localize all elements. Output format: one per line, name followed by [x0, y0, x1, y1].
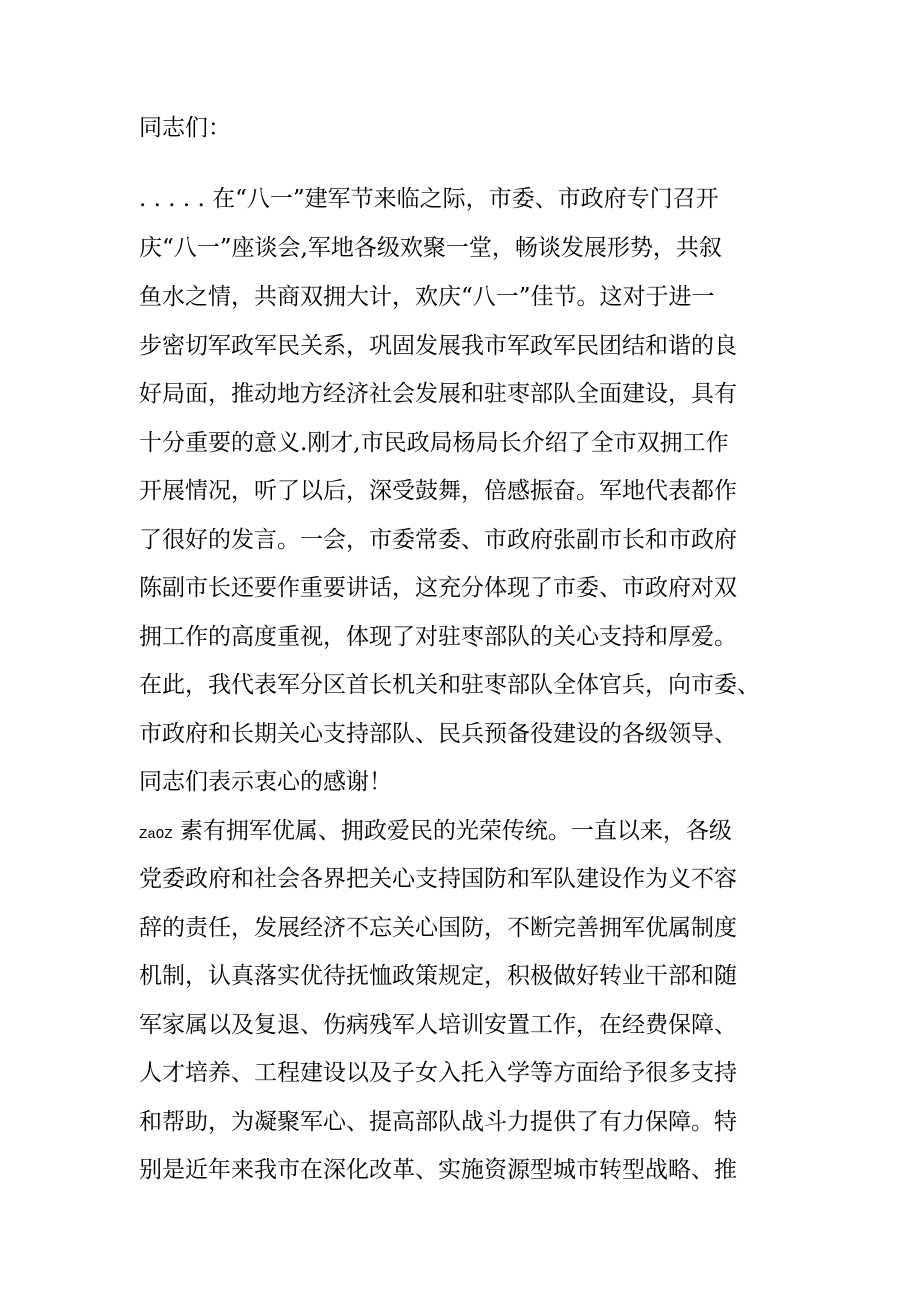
text-line: 在此，我代表军分区首长机关和驻枣部队全体官兵，向市委、: [139, 672, 760, 698]
text-line: 军家属以及复退、伤病残军人培训安置工作，在经费保障、: [139, 1012, 737, 1038]
text-line: 同志们表示衷心的感谢！: [139, 769, 392, 795]
paragraph-2-first-text: 素有拥军优属、拥政爱民的光荣传统。一直以来，各级: [172, 818, 732, 844]
text-line: 党委政府和社会各界把关心支持国防和军队建设作为义不容: [139, 866, 737, 892]
text-line: 鱼水之情，共商双拥大计，欢庆“八一”佳节。这对于进一: [139, 284, 715, 310]
text-line: 和帮助，为凝聚军心、提高部队战斗力提供了有力保障。特: [139, 1109, 737, 1135]
text-line: 机制，认真落实优待抚恤政策规定，积极做好转业干部和随: [139, 963, 737, 989]
place-abbreviation: ZaOZ: [139, 827, 173, 843]
text-line: 开展情况，听了以后，深受鼓舞，倍感振奋。军地代表都作: [139, 478, 737, 504]
text-line: 庆“八一”座谈会,军地各级欢聚一堂，畅谈发展形势，共叙: [139, 235, 722, 261]
text-line: 了很好的发言。一会，市委常委、市政府张副市长和市政府: [139, 527, 737, 553]
text-line: 陈副市长还要作重要讲话，这充分体现了市委、市政府对双: [139, 575, 737, 601]
text-line: 步密切军政军民关系，巩固发展我市军政军民团结和谐的良: [139, 333, 737, 359]
text-line: 十分重要的意义.刚才,市民政局杨局长介绍了全市双拥工作: [139, 430, 729, 456]
text-line: 市政府和长期关心支持部队、民兵预备役建设的各级领导、: [139, 721, 737, 747]
text-line: 人才培养、工程建设以及子女入托入学等方面给予很多支持: [139, 1060, 737, 1086]
text-line: 拥工作的高度重视，体现了对驻枣部队的关心支持和厚爱。: [139, 624, 737, 650]
text-line: 好局面，推动地方经济社会发展和驻枣部队全面建设，具有: [139, 381, 737, 407]
salutation: 同志们：: [139, 115, 231, 141]
text-line: . . . . . 在“八一”建军节来临之际，市委、市政府专门召开: [139, 186, 719, 212]
paragraph-2-first-line: [139, 816, 732, 850]
text-line: 别是近年来我市在深化改革、实施资源型城市转型战略、推: [139, 1157, 737, 1183]
text-line: 辞的责任，发展经济不忘关心国防，不断完善拥军优属制度: [139, 915, 737, 941]
